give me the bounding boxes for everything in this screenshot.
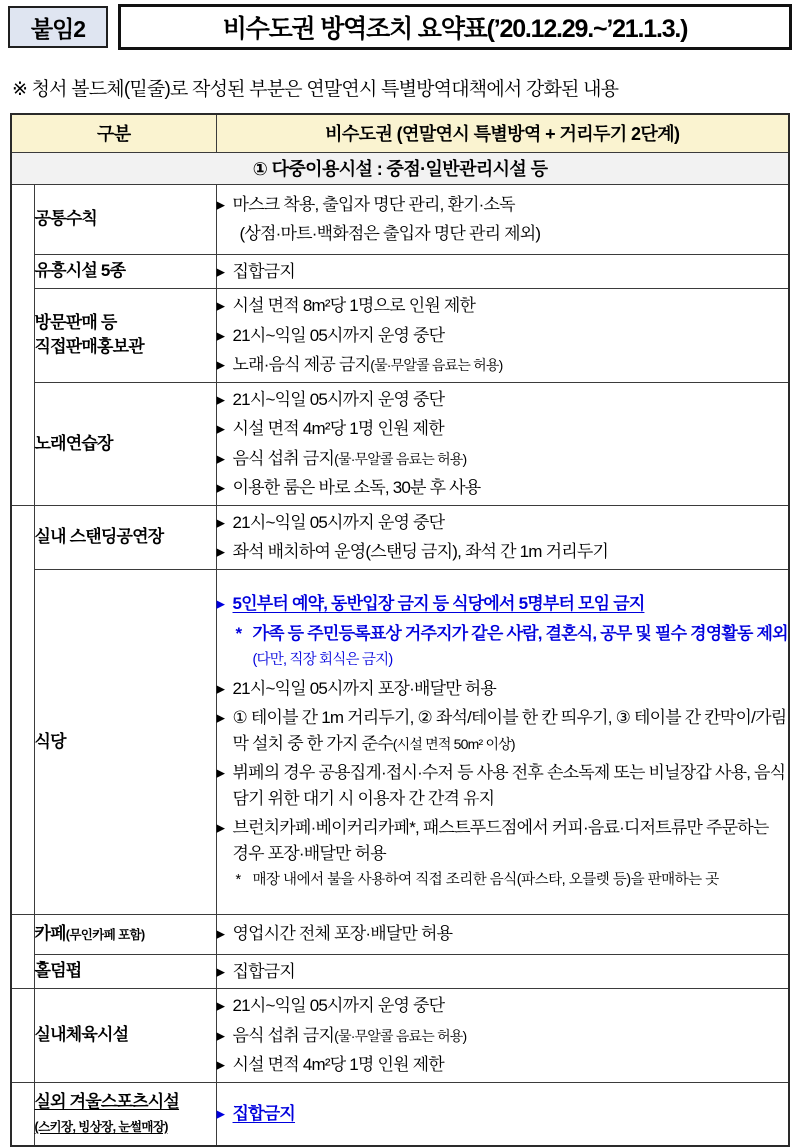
rules-cell bbox=[216, 1082, 789, 1146]
rules-cell bbox=[216, 184, 789, 254]
text-segment: 집합금지 bbox=[232, 261, 296, 281]
category-label bbox=[35, 432, 216, 456]
rule-line bbox=[217, 293, 788, 319]
rule-line bbox=[217, 870, 788, 892]
category-cell bbox=[34, 1082, 216, 1146]
rule-line bbox=[217, 416, 788, 442]
text-segment: 방문판매 등 bbox=[34, 313, 117, 333]
text-segment: 실외 겨울스포츠시설 bbox=[34, 1091, 180, 1111]
row-indoor-sports-facility bbox=[11, 989, 789, 1083]
triangle-bullet-icon: ▸ bbox=[216, 194, 225, 214]
category-cell bbox=[34, 382, 216, 505]
rule-line bbox=[217, 921, 788, 947]
section-header: ① 다중이용시설 : 중점·일반관리시설 등 bbox=[11, 152, 789, 184]
rule-line bbox=[217, 539, 788, 565]
category-label bbox=[35, 311, 216, 335]
category-label bbox=[35, 922, 216, 946]
rule-line bbox=[217, 1023, 788, 1049]
summary-table-body bbox=[11, 114, 789, 1146]
text-segment: 가족 등 주민등록표상 거주지가 같은 사람, 결혼식, 공무 및 필수 경영활동 제외 bbox=[252, 623, 788, 643]
text-segment: 21시~익일 05시까지 운영 중단 bbox=[232, 512, 445, 532]
group-spacer-cell bbox=[11, 989, 34, 1083]
triangle-bullet-icon: ▸ bbox=[216, 996, 225, 1015]
category-label bbox=[35, 1023, 216, 1047]
category-label bbox=[35, 207, 216, 231]
row-outdoor-winter-sports bbox=[11, 1082, 789, 1146]
group-spacer-cell bbox=[11, 505, 34, 914]
rule-line bbox=[217, 815, 788, 866]
triangle-bullet-icon: ▸ bbox=[216, 763, 225, 783]
row-restaurant bbox=[11, 569, 789, 914]
triangle-bullet-icon: ▸ bbox=[216, 355, 225, 374]
text-segment: (다만, 직장 회식은 금지) bbox=[252, 652, 393, 668]
rule-line bbox=[217, 387, 788, 413]
triangle-bullet-icon: ▸ bbox=[216, 389, 225, 409]
text-segment: 이용한 룸은 바로 소독, 30분 후 사용 bbox=[232, 478, 481, 497]
rule-line bbox=[217, 259, 788, 285]
text-segment: (스키장, 빙상장, 눈썰매장) bbox=[34, 1119, 168, 1134]
triangle-bullet-icon: ▸ bbox=[216, 1025, 225, 1045]
text-segment: 유흥시설 5종 bbox=[34, 261, 126, 281]
text-segment: 집합금지 bbox=[232, 1104, 296, 1123]
column-header-category: 구분 bbox=[11, 114, 216, 152]
text-segment: 21시~익일 05시까지 운영 중단 bbox=[232, 325, 445, 345]
triangle-bullet-icon: ▸ bbox=[216, 419, 225, 438]
category-label bbox=[35, 959, 216, 983]
text-segment: 뷔페의 경우 공용집게·접시·수저 등 사용 전후 손소독제 또는 비닐장갑 사용, 음식 담기 위한 대기 시 이용자 간 간격 유지 bbox=[232, 763, 786, 808]
triangle-bullet-icon: ▸ bbox=[216, 261, 225, 281]
row-common-rules bbox=[11, 184, 789, 254]
rule-line bbox=[217, 192, 788, 218]
category-cell bbox=[34, 954, 216, 989]
text-segment: 직접판매홍보관 bbox=[34, 337, 144, 357]
text-segment: 음식 섭취 금지 bbox=[232, 1025, 335, 1045]
category-label bbox=[35, 730, 216, 754]
rules-cell bbox=[216, 569, 789, 914]
category-cell bbox=[34, 289, 216, 383]
rule-line bbox=[217, 1101, 788, 1127]
rule-line bbox=[217, 1052, 788, 1078]
text-segment: (물·무알콜 음료는 허용) bbox=[334, 450, 467, 467]
text-segment: 시설 면적 4m²당 1명 인원 제한 bbox=[232, 1055, 444, 1074]
rules-cell bbox=[216, 505, 789, 569]
group-spacer-cell bbox=[11, 914, 34, 989]
text-segment: 21시~익일 05시까지 운영 중단 bbox=[232, 996, 445, 1015]
asterisk-marker-icon: * bbox=[235, 872, 241, 889]
text-segment: 식당 bbox=[34, 731, 66, 751]
page-title: 비수도권 방역조치 요약표(’20.12.29.~’21.1.3.) bbox=[118, 4, 792, 50]
group-spacer-cell bbox=[11, 184, 34, 505]
row-cafe bbox=[11, 914, 789, 954]
category-cell bbox=[34, 184, 216, 254]
text-segment: (무인카페 포함) bbox=[65, 928, 145, 943]
rule-line bbox=[217, 676, 788, 702]
category-cell bbox=[34, 254, 216, 289]
row-indoor-standing-hall bbox=[11, 505, 789, 569]
triangle-bullet-icon: ▸ bbox=[216, 542, 225, 561]
category-cell bbox=[34, 989, 216, 1083]
rule-line bbox=[217, 993, 788, 1019]
text-segment: 21시~익일 05시까지 포장·배달만 허용 bbox=[232, 678, 496, 698]
text-segment: (물·무알콜 음료는 허용) bbox=[370, 357, 503, 373]
triangle-bullet-icon: ▸ bbox=[216, 924, 225, 944]
triangle-bullet-icon: ▸ bbox=[216, 448, 225, 468]
rule-line bbox=[217, 352, 788, 378]
text-segment: 홀덤펍 bbox=[34, 961, 82, 981]
rules-cell bbox=[216, 914, 789, 954]
category-label bbox=[35, 259, 216, 283]
attachment-tag: 붙임2 bbox=[8, 6, 108, 48]
column-header-region: 비수도권 (연말연시 특별방역 + 거리두기 2단계) bbox=[216, 114, 789, 152]
rule-line bbox=[217, 705, 788, 756]
rule-line bbox=[217, 475, 788, 501]
text-segment: (상점·마트·백화점은 출입자 명단 관리 제외) bbox=[239, 224, 541, 243]
text-segment: 마스크 착용, 출입자 명단 관리, 환기·소독 bbox=[232, 194, 515, 214]
text-segment: 음식 섭취 금지 bbox=[232, 448, 335, 468]
text-segment: 카페 bbox=[34, 924, 66, 944]
text-segment: 좌석 배치하여 운영(스탠딩 금지), 좌석 간 1m 거리두기 bbox=[232, 542, 609, 561]
row-door-to-door-sales bbox=[11, 289, 789, 383]
rule-line bbox=[217, 446, 788, 472]
text-segment: 브런치카페·베이커리카페*, 패스트푸드점에서 커피·음료·디저트류만 주문하는 경우 포장·배달만 허용 bbox=[232, 818, 769, 863]
rule-line bbox=[217, 959, 788, 985]
summary-table bbox=[10, 113, 790, 1147]
triangle-bullet-icon: ▸ bbox=[216, 961, 225, 981]
text-segment: 노래·음식 제공 금지 bbox=[232, 355, 371, 374]
triangle-bullet-icon: ▸ bbox=[216, 296, 225, 315]
rule-line bbox=[217, 510, 788, 536]
triangle-bullet-icon: ▸ bbox=[216, 708, 225, 728]
rule-line bbox=[217, 621, 788, 672]
text-segment: (시설 면적 50m² 이상) bbox=[392, 735, 515, 752]
text-segment: 집합금지 bbox=[232, 961, 296, 981]
text-segment: 실내 스탠딩공연장 bbox=[34, 527, 164, 547]
rules-cell bbox=[216, 989, 789, 1083]
group-spacer-cell bbox=[11, 1082, 34, 1146]
rule-line bbox=[217, 591, 788, 617]
text-segment: 공통수칙 bbox=[34, 209, 97, 229]
triangle-bullet-icon: ▸ bbox=[216, 594, 225, 613]
rules-cell bbox=[216, 254, 789, 289]
text-segment: (물·무알콜 음료는 허용) bbox=[334, 1027, 467, 1044]
triangle-bullet-icon: ▸ bbox=[216, 678, 225, 698]
row-holdem-pub bbox=[11, 954, 789, 989]
category-label bbox=[35, 1114, 216, 1138]
text-segment: 실내체육시설 bbox=[34, 1025, 129, 1045]
text-segment: 시설 면적 8m²당 1명으로 인원 제한 bbox=[232, 296, 476, 315]
triangle-bullet-icon: ▸ bbox=[216, 1104, 225, 1123]
text-segment: ① 테이블 간 1m 거리두기, ② 좌석/테이블 한 칸 띄우기, ③ 테이블 간 칸막이/가림막 설치 중 한 가지 준수 bbox=[232, 708, 787, 753]
text-segment: 5인부터 예약, 동반입장 금지 등 식당에서 5명부터 모임 금지 bbox=[232, 594, 645, 613]
category-label bbox=[35, 525, 216, 549]
rule-line bbox=[217, 221, 788, 247]
triangle-bullet-icon: ▸ bbox=[216, 512, 225, 532]
rules-cell bbox=[216, 289, 789, 383]
text-segment: 노래연습장 bbox=[34, 433, 113, 453]
category-cell bbox=[34, 569, 216, 914]
note-line: ※ 청서 볼드체(밑줄)로 작성된 부분은 연말연시 특별방역대책에서 강화된 내용 bbox=[12, 79, 619, 100]
category-label bbox=[35, 1090, 216, 1114]
triangle-bullet-icon: ▸ bbox=[216, 818, 225, 838]
triangle-bullet-icon: ▸ bbox=[216, 1055, 225, 1074]
rules-cell bbox=[216, 382, 789, 505]
category-cell bbox=[34, 505, 216, 569]
triangle-bullet-icon: ▸ bbox=[216, 325, 225, 345]
category-label bbox=[35, 335, 216, 359]
category-cell bbox=[34, 914, 216, 954]
asterisk-marker-icon: * bbox=[235, 623, 242, 643]
text-segment: 영업시간 전체 포장·배달만 허용 bbox=[232, 924, 453, 944]
rule-line bbox=[217, 323, 788, 349]
triangle-bullet-icon: ▸ bbox=[216, 478, 225, 497]
rule-line bbox=[217, 760, 788, 811]
text-segment: 매장 내에서 불을 사용하여 직접 조리한 음식(파스타, 오믈렛 등)을 판매하는 곳 bbox=[252, 872, 719, 889]
text-segment: 시설 면적 4m²당 1명 인원 제한 bbox=[232, 419, 444, 438]
section-header-row bbox=[11, 152, 789, 184]
rules-cell bbox=[216, 954, 789, 989]
row-entertainment-facilities-5 bbox=[11, 254, 789, 289]
text-segment: 21시~익일 05시까지 운영 중단 bbox=[232, 389, 445, 409]
row-karaoke-practice-room bbox=[11, 382, 789, 505]
table-header-row bbox=[11, 114, 789, 152]
